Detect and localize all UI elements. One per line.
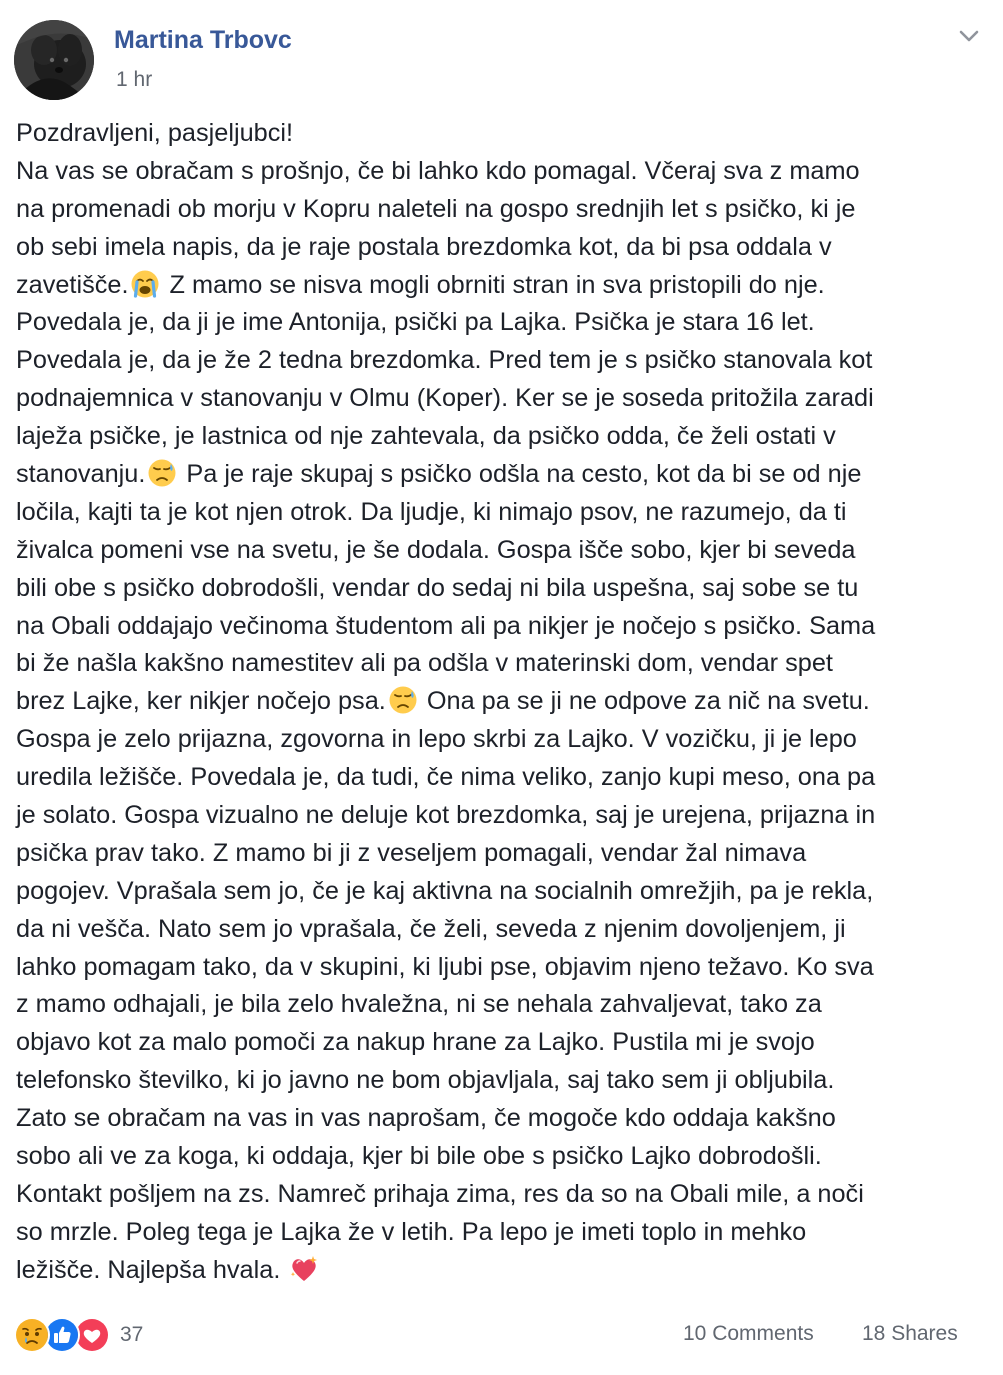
chevron-down-icon[interactable] xyxy=(956,26,982,46)
post-line-text: brez Lajke, ker nikjer nočejo psa. xyxy=(16,687,386,716)
post-line: uredila ležišče. Povedala je, da tudi, če nima veliko, zanjo kupi meso, ona pa xyxy=(16,763,876,792)
post-line: Zato se obračam na vas in vas naprošam, če mogoče kdo oddaja kakšno xyxy=(16,1104,836,1133)
post-line: laježa psičke, je lastnica od nje zahtevala, da psičko odda, če želi ostati v xyxy=(16,422,836,451)
post-line: sobo ali ve za koga, ki oddaja, kjer bi bile obe s psičko Lajko dobrodošli. xyxy=(16,1142,822,1171)
post-line: podnajemnica v stanovanju v Olmu (Koper). Ker se je soseda pritožila zaradi xyxy=(16,384,874,413)
shares-link[interactable]: 18 Shares xyxy=(862,1322,958,1345)
post-line: lahko pomagam tako, da v skupini, ki ljubi pse, objavim njeno težavo. Ko sva xyxy=(16,952,874,981)
post-line: bi že našla kakšno namestitev ali pa odšla v materinski dom, vendar spet xyxy=(16,649,833,678)
post-line: psička prav tako. Z mamo bi ji z veseljem pomagali, vendar žal nimava xyxy=(16,838,807,867)
post-line: Povedala je, da je že 2 tedna brezdomka. Pred tem je s psičko stanovala kot xyxy=(16,346,873,375)
post-line-text: stanovanju. xyxy=(16,460,146,489)
post-line: je solato. Gospa vizualno ne deluje kot brezdomka, saj je urejena, prijazna in xyxy=(16,801,876,830)
post-line: objavo kot za malo pomoči za nakup hrane za Lajko. Pustila mi je svojo xyxy=(16,1028,815,1057)
sad-but-relieved-face-icon xyxy=(388,685,418,715)
post-line: ob sebi imela napis, da je raje postala brezdomka kot, da bi psa oddala v xyxy=(16,232,832,261)
reactions-summary[interactable] xyxy=(14,1318,143,1352)
post-line-text: Z mamo se nisva mogli obrniti stran in sva pristopili do nje. xyxy=(162,270,825,299)
post-line: da ni vešča. Nato sem jo vprašala, če želi, seveda z njenim dovoljenjem, ji xyxy=(16,914,846,943)
post-line-text: Ona pa se ji ne odpove za nič na svetu. xyxy=(419,687,870,716)
post-line: Na vas se obračam s prošnjo, če bi lahko kdo pomagal. Včeraj sva z mamo xyxy=(16,156,860,185)
post-line: ločila, kajti ta je kot njen otrok. Da ljudje, ki nimajo psov, ne razumejo, da ti xyxy=(16,497,847,526)
post-line: Pozdravljeni, pasjeljubci! xyxy=(16,119,294,147)
post-line: so mrzle. Poleg tega je Lajka že v letih. Pa lepo je imeti toplo in mehko xyxy=(16,1217,807,1246)
post-timestamp[interactable]: 1 hr xyxy=(116,68,153,91)
post-line xyxy=(16,683,991,721)
sad-but-relieved-face-icon xyxy=(147,458,177,488)
post-line: telefonsko številko, ki jo javno ne bom objavljala, saj tako sem ji obljubila. xyxy=(16,1066,835,1095)
post-body xyxy=(16,115,991,1290)
post-footer xyxy=(0,1312,1003,1356)
avatar-image xyxy=(14,20,94,100)
sparkling-heart-icon xyxy=(289,1254,319,1284)
author-avatar[interactable] xyxy=(14,20,94,100)
post-line: Povedala je, da ji je ime Antonija, psički pa Lajka. Psička je stara 16 let. xyxy=(16,308,815,337)
post-line xyxy=(16,1252,991,1290)
post-line: živalca pomeni vse na svetu, je še dodala. Gospa išče sobo, kjer bi seveda xyxy=(16,535,856,564)
post-line: na Obali oddajajo večinoma študentom ali pa nikjer je nočejo s psičko. Sama xyxy=(16,611,876,640)
post-line xyxy=(16,267,991,305)
post-line: z mamo odhajali, je bila zelo hvaležna, ni se nehala zahvaljevat, tako za xyxy=(16,990,822,1019)
post-line: bili obe s psičko dobrodošli, vendar do sedaj ni bila uspešna, saj sobe se tu xyxy=(16,573,859,602)
author-name[interactable]: Martina Trbovc xyxy=(114,26,292,54)
post-line-text: ležišče. Najlepša hvala. xyxy=(16,1255,281,1284)
post-line: Kontakt pošljem na zs. Namreč prihaja zima, res da so na Obali mile, a noči xyxy=(16,1179,864,1208)
comments-link[interactable]: 10 Comments xyxy=(683,1322,814,1345)
post-line-text: zavetišče. xyxy=(16,270,129,299)
post-line xyxy=(16,456,991,494)
loudly-crying-face-icon xyxy=(130,269,160,299)
post-line: pogojev. Vprašala sem jo, če je kaj aktivna na socialnih omrežjih, pa je rekla, xyxy=(16,876,874,905)
post-line: Gospa je zelo prijazna, zgovorna in lepo skrbi za Lajko. V vozičku, ji je lepo xyxy=(16,725,857,754)
post-line: na promenadi ob morju v Kopru naleteli na gospo srednjih let s psičko, ki je xyxy=(16,194,856,223)
reaction-count: 37 xyxy=(120,1323,144,1346)
post-line-text: Pa je raje skupaj s psičko odšla na cesto, kot da bi se od nje xyxy=(179,460,862,489)
sad-reaction-icon xyxy=(14,1317,50,1353)
